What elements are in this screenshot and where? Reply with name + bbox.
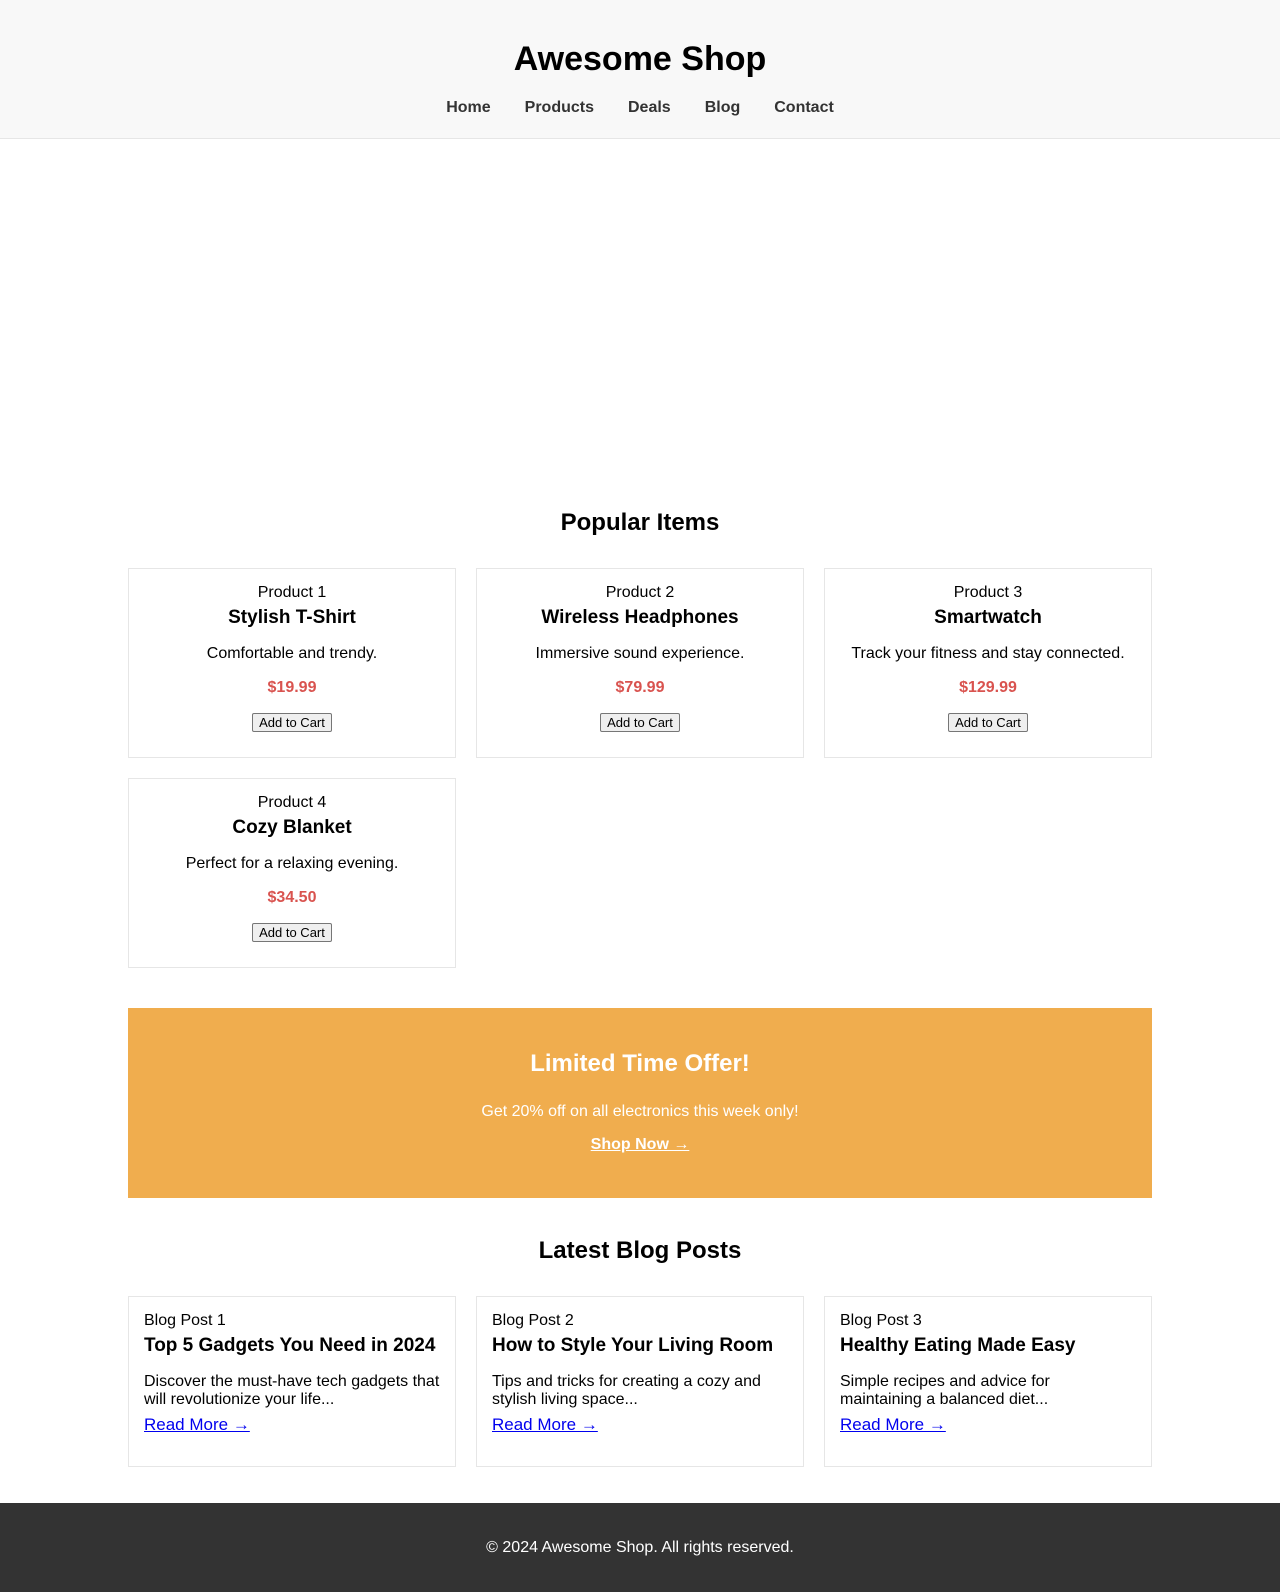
blog-card [128, 1296, 456, 1467]
blog-card [476, 1296, 804, 1467]
read-more-link[interactable]: Read More → [492, 1415, 598, 1434]
read-more-link[interactable]: Read More → [144, 1415, 250, 1434]
product-name: Stylish T-Shirt [228, 607, 356, 628]
add-to-cart-button[interactable]: Add to Cart [252, 923, 332, 942]
popular-items-section [128, 508, 1152, 968]
site-footer [0, 1503, 1280, 1592]
product-price: $79.99 [615, 679, 665, 696]
nav-link-contact[interactable]: Contact [774, 99, 834, 116]
product-description: Perfect for a relaxing evening. [185, 855, 399, 872]
promo-text: Get 20% off on all electronics this week only! [481, 1103, 799, 1120]
product-description: Immersive sound experience. [535, 645, 745, 662]
add-to-cart-button[interactable]: Add to Cart [948, 713, 1028, 732]
product-price: $34.50 [267, 889, 317, 906]
popular-items-title: Popular Items [560, 509, 720, 536]
blog-grid [128, 1296, 1152, 1467]
blog-post-title: Top 5 Gadgets You Need in 2024 [144, 1335, 436, 1356]
blog-section-title: Latest Blog Posts [538, 1237, 742, 1264]
product-image-alt: Product 1 [257, 584, 327, 601]
product-image-alt: Product 2 [605, 584, 675, 601]
product-description: Track your fitness and stay connected. [851, 645, 1125, 662]
nav-link-products[interactable]: Products [524, 99, 594, 116]
hero-banner [0, 139, 1280, 470]
add-to-cart-button[interactable]: Add to Cart [600, 713, 680, 732]
nav-link-home[interactable]: Home [446, 99, 491, 116]
blog-post-excerpt: Simple recipes and advice for maintaining a balanced diet... [840, 1373, 1050, 1408]
blog-post-excerpt: Tips and tricks for creating a cozy and stylish living space... [492, 1373, 761, 1408]
site-header [0, 0, 1280, 139]
product-image [129, 794, 455, 812]
product-grid [128, 568, 1152, 968]
site-title: Awesome Shop [513, 40, 767, 78]
product-card [476, 568, 804, 758]
product-name: Cozy Blanket [232, 817, 352, 838]
main-nav [0, 98, 1280, 118]
blog-image [144, 1312, 440, 1330]
blog-image [840, 1312, 1136, 1330]
blog-post-title: How to Style Your Living Room [492, 1335, 774, 1356]
add-to-cart-button[interactable]: Add to Cart [252, 713, 332, 732]
product-description: Comfortable and trendy. [206, 645, 378, 662]
blog-image [492, 1312, 788, 1330]
blog-post-excerpt: Discover the must-have tech gadgets that will revolutionize your life... [144, 1373, 440, 1408]
product-image-alt: Product 3 [953, 584, 1023, 601]
shop-now-link[interactable]: Shop Now → [590, 1136, 690, 1153]
blog-card [824, 1296, 1152, 1467]
blog-post-title: Healthy Eating Made Easy [840, 1335, 1076, 1356]
blog-image-alt: Blog Post 1 [144, 1312, 226, 1329]
promo-banner [128, 1008, 1152, 1198]
product-image [477, 584, 803, 602]
nav-link-deals[interactable]: Deals [627, 99, 671, 116]
promo-title: Limited Time Offer! [530, 1050, 750, 1077]
product-image [825, 584, 1151, 602]
product-card [128, 568, 456, 758]
product-name: Smartwatch [934, 607, 1042, 628]
blog-image-alt: Blog Post 3 [840, 1312, 922, 1329]
product-price: $19.99 [267, 679, 317, 696]
product-card [128, 778, 456, 968]
product-image-alt: Product 4 [257, 794, 327, 811]
copyright-text: © 2024 Awesome Shop. All rights reserved. [486, 1539, 794, 1556]
product-card [824, 568, 1152, 758]
blog-image-alt: Blog Post 2 [492, 1312, 574, 1329]
product-price: $129.99 [959, 679, 1017, 696]
product-name: Wireless Headphones [541, 607, 739, 628]
blog-section [128, 1236, 1152, 1467]
read-more-link[interactable]: Read More → [840, 1415, 946, 1434]
nav-link-blog[interactable]: Blog [704, 99, 741, 116]
product-image [129, 584, 455, 602]
